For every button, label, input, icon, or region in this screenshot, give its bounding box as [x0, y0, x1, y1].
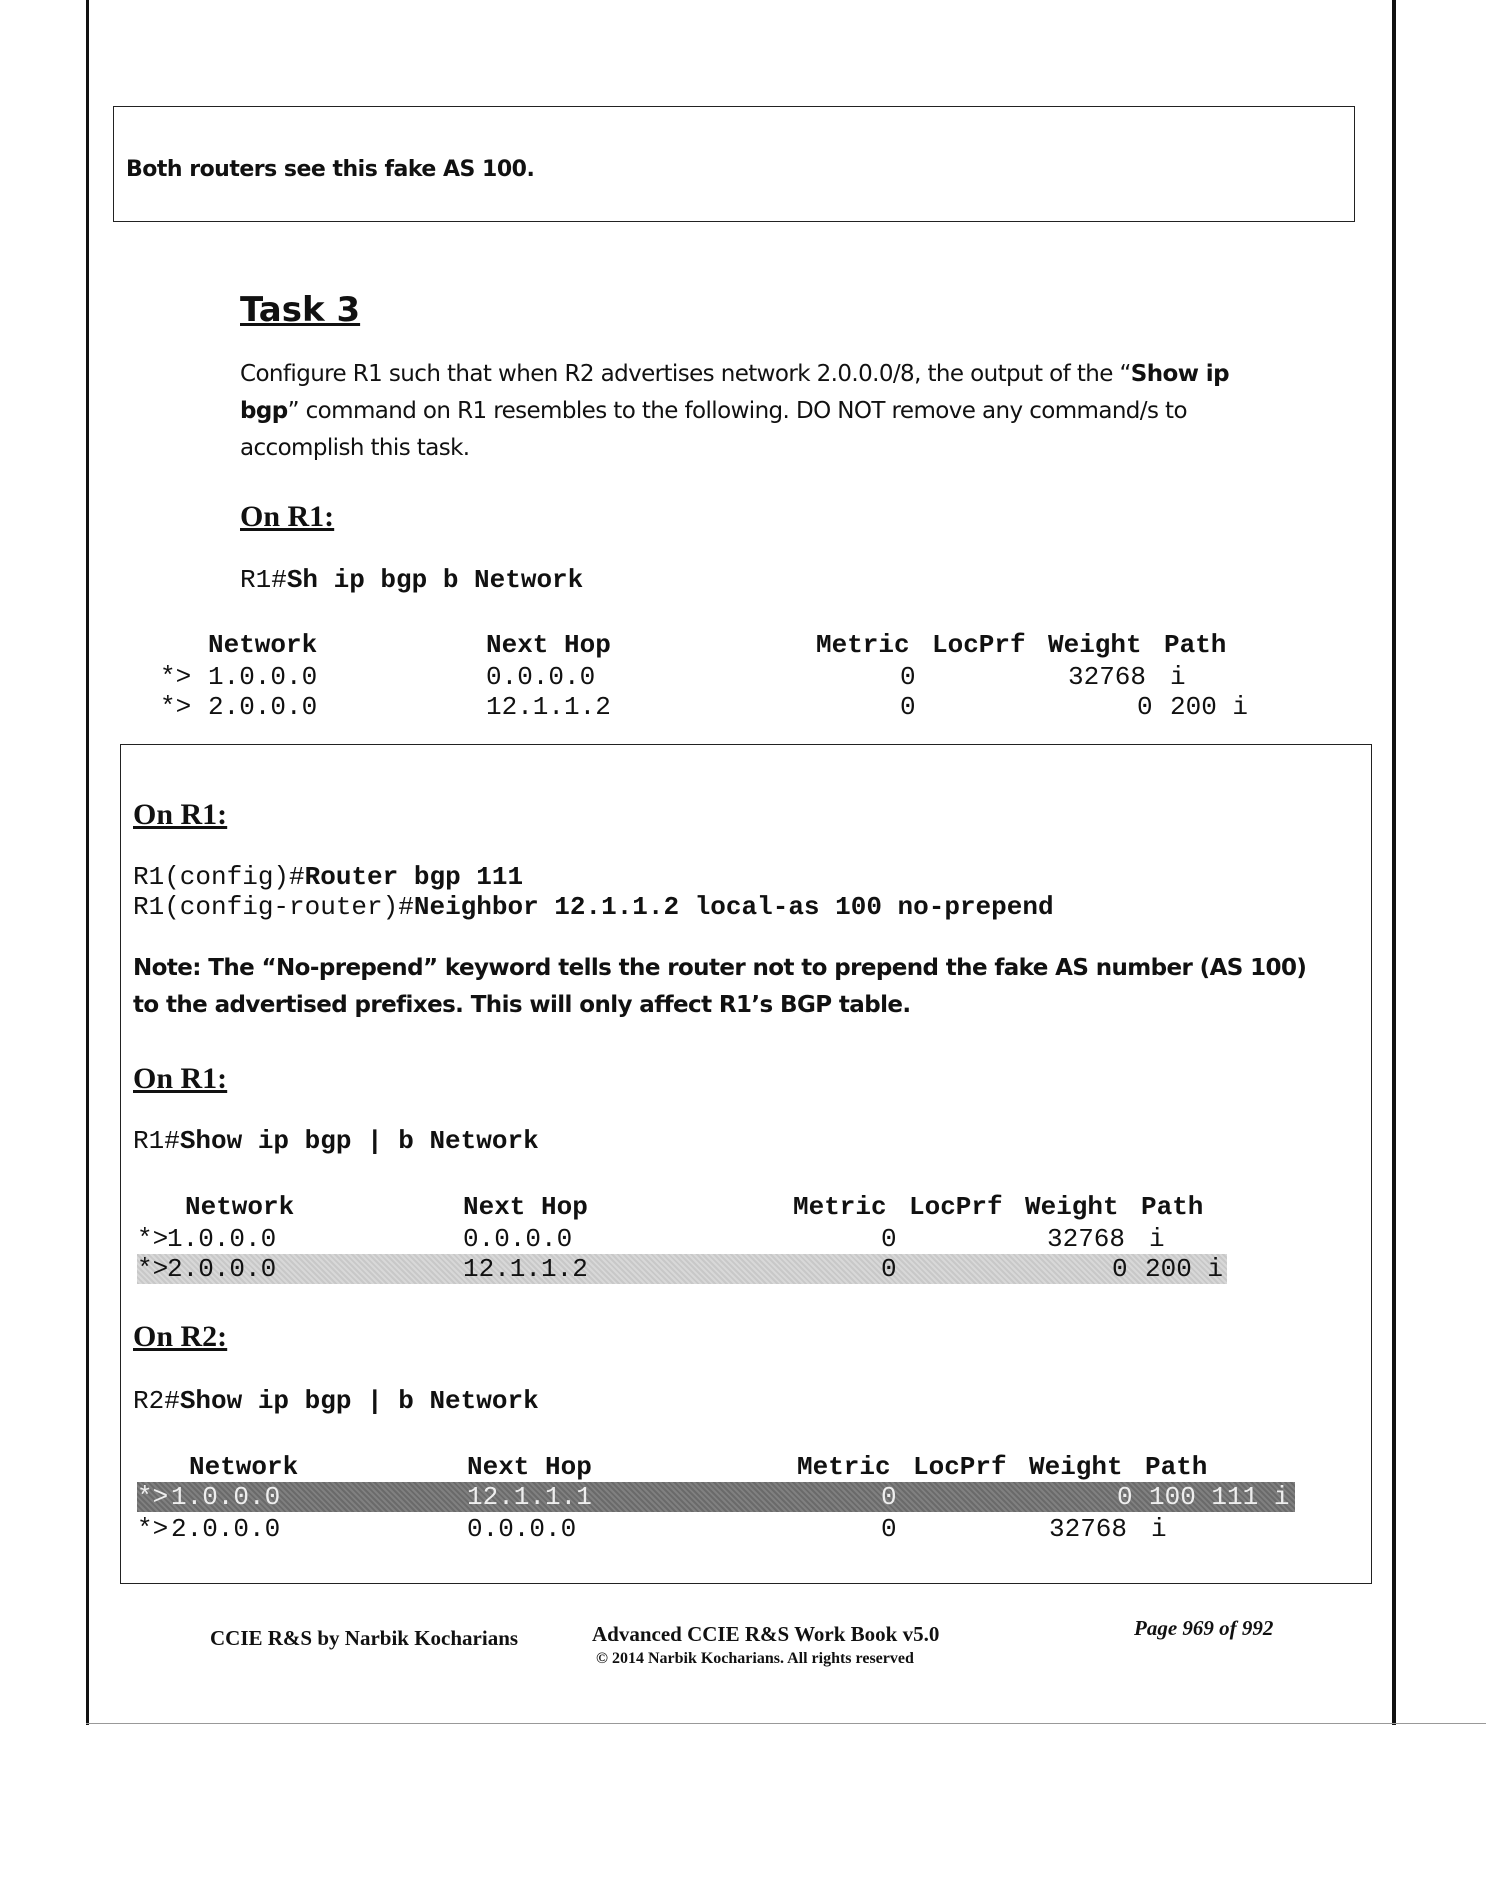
footer-page-number: Page 969 of 992: [1134, 1616, 1274, 1640]
header-locprf: LocPrf: [909, 1192, 1003, 1222]
row-metric: 0: [881, 1514, 897, 1544]
solution-on-r1-heading-2: On R1:: [133, 1062, 228, 1095]
row-weight: 0: [1117, 1482, 1133, 1512]
row-weight: 0: [1137, 692, 1153, 722]
row-next-hop: 0.0.0.0: [467, 1514, 577, 1544]
row-next-hop: 12.1.1.2: [486, 692, 611, 722]
table-header: [137, 1192, 1237, 1222]
row-path: i: [1149, 1224, 1165, 1254]
info-box: [113, 106, 1355, 222]
task-command: [240, 565, 583, 595]
header-next-hop: Next Hop: [486, 630, 611, 660]
header-network: Network: [208, 630, 318, 660]
row-network: 2.0.0.0: [167, 1254, 277, 1284]
row-path: i: [1151, 1514, 1167, 1544]
note-text: Note: The “No-prepend” keyword tells the router not to prepend the fake AS number (AS 100) to the advertised prefixes. This will only affect R1’s BGP table.: [133, 955, 1307, 1018]
info-box-text: Both routers see this fake AS 100.: [126, 157, 535, 182]
row-status: *>: [160, 662, 192, 692]
task-command-text: Sh ip bgp b Network: [286, 565, 584, 595]
header-network: Network: [185, 1192, 295, 1222]
page-border-bottom: [86, 1723, 1486, 1724]
row-status: *>: [137, 1482, 169, 1512]
header-next-hop: Next Hop: [463, 1192, 588, 1222]
config-line: [133, 892, 1054, 922]
row-metric: 0: [881, 1482, 897, 1512]
row-weight: 32768: [1049, 1514, 1128, 1544]
solution-on-r1-heading: On R1:: [133, 798, 228, 831]
row-network: 1.0.0.0: [171, 1482, 281, 1512]
header-next-hop: Next Hop: [467, 1452, 592, 1482]
row-path: i: [1170, 662, 1186, 692]
config-prompt: R1(config)#: [133, 862, 305, 892]
row-network: 1.0.0.0: [167, 1224, 277, 1254]
solution-on-r2-heading: On R2:: [133, 1320, 228, 1353]
row-weight: 0: [1112, 1254, 1128, 1284]
task-text-2: ” command on R1 resembles to the following. DO NOT remove any command/s to accomplish this task.: [240, 398, 1187, 461]
task-text-bold: Show ip bgp: [240, 361, 1229, 424]
row-metric: 0: [900, 662, 916, 692]
config-command: Router bgp 111: [304, 862, 524, 892]
r2-command-text: Show ip bgp | b Network: [179, 1386, 539, 1416]
table-header: [137, 1452, 1237, 1482]
row-next-hop: 12.1.1.1: [467, 1482, 592, 1512]
table-header: [160, 630, 1260, 660]
row-status: *>: [137, 1514, 169, 1544]
row-weight: 32768: [1068, 662, 1147, 692]
header-path: Path: [1141, 1192, 1204, 1222]
r1-show-command: [133, 1126, 539, 1156]
header-weight: Weight: [1025, 1192, 1119, 1222]
page-border-right: [1392, 0, 1396, 1725]
row-network: 2.0.0.0: [171, 1514, 281, 1544]
header-path: Path: [1164, 630, 1227, 660]
header-weight: Weight: [1029, 1452, 1123, 1482]
r2-show-command: [133, 1386, 539, 1416]
row-metric: 0: [881, 1224, 897, 1254]
footer-author: CCIE R&S by Narbik Kocharians: [210, 1626, 519, 1650]
table-row: [160, 662, 1260, 692]
row-status: *>: [137, 1254, 169, 1284]
task-text-1: Configure R1 such that when R2 advertises network 2.0.0.0/8, the output of the “: [240, 361, 1131, 387]
row-metric: 0: [900, 692, 916, 722]
row-next-hop: 12.1.1.2: [463, 1254, 588, 1284]
table-row: [160, 692, 1260, 722]
row-network: 1.0.0.0: [208, 662, 318, 692]
row-status: *>: [137, 1224, 169, 1254]
task-command-prompt: R1#: [240, 565, 287, 595]
page-border-left: [86, 0, 89, 1725]
row-path: 200 i: [1145, 1254, 1224, 1284]
table-row: [137, 1514, 1237, 1544]
row-path: 200 i: [1170, 692, 1249, 722]
row-next-hop: 0.0.0.0: [486, 662, 596, 692]
header-weight: Weight: [1048, 630, 1142, 660]
row-network: 2.0.0.0: [208, 692, 318, 722]
task-description: [240, 356, 1240, 467]
header-metric: Metric: [793, 1192, 887, 1222]
task-on-r1-heading: On R1:: [240, 500, 335, 533]
r2-prompt: R2#: [133, 1386, 180, 1416]
header-path: Path: [1145, 1452, 1208, 1482]
table-row: [137, 1224, 1237, 1254]
header-locprf: LocPrf: [913, 1452, 1007, 1482]
row-metric: 0: [881, 1254, 897, 1284]
row-status: *>: [160, 692, 192, 722]
header-metric: Metric: [816, 630, 910, 660]
footer-copyright: © 2014 Narbik Kocharians. All rights reserved: [596, 1650, 914, 1667]
header-network: Network: [189, 1452, 299, 1482]
header-locprf: LocPrf: [932, 630, 1026, 660]
footer-book-title: Advanced CCIE R&S Work Book v5.0: [592, 1622, 940, 1646]
r1-command-text: Show ip bgp | b Network: [179, 1126, 539, 1156]
task-title: Task 3: [240, 290, 361, 330]
header-metric: Metric: [797, 1452, 891, 1482]
r1-prompt: R1#: [133, 1126, 180, 1156]
config-prompt: R1(config-router)#: [133, 892, 414, 922]
table-row-highlighted: [137, 1482, 1295, 1512]
row-path: 100 111 i: [1149, 1482, 1290, 1512]
row-next-hop: 0.0.0.0: [463, 1224, 573, 1254]
row-weight: 32768: [1047, 1224, 1126, 1254]
config-line: [133, 862, 523, 892]
table-row-highlighted: [137, 1254, 1227, 1284]
config-command: Neighbor 12.1.1.2 local-as 100 no-prepend: [413, 892, 1054, 922]
